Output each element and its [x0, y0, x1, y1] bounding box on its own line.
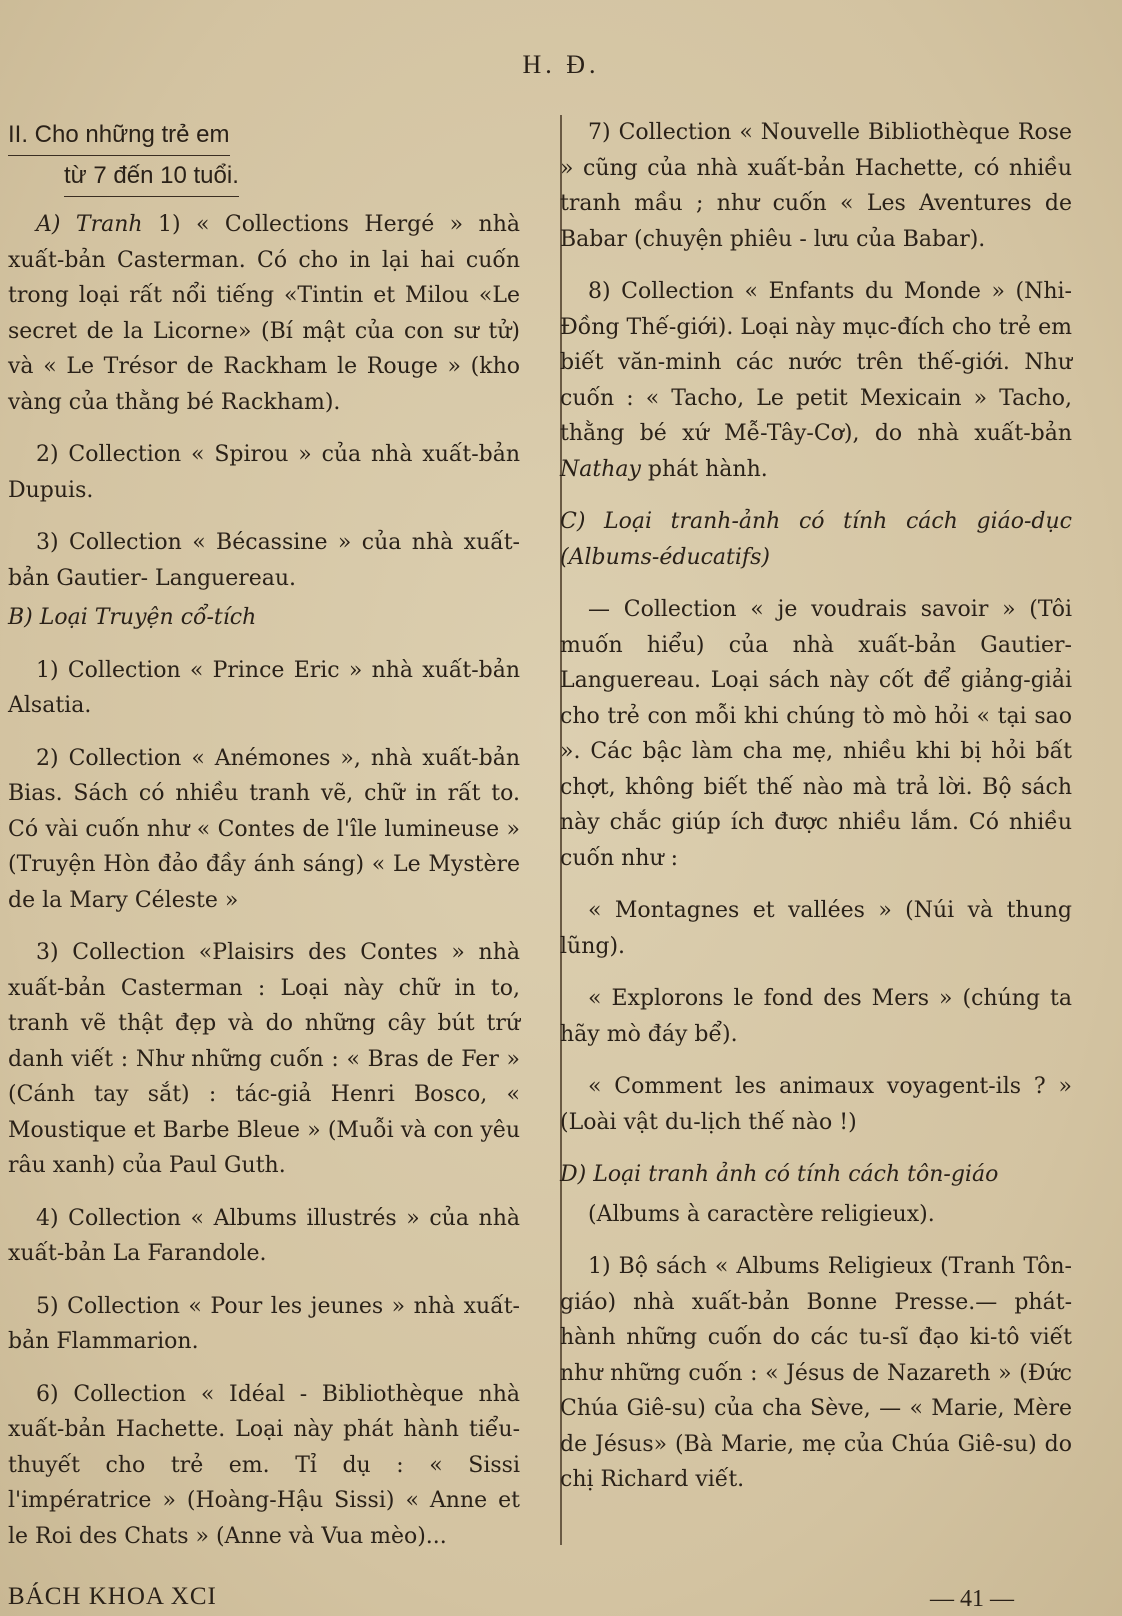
paragraph-c4: « Comment les animaux voyagent-ils ? » (Loài vật du-lịch thế nào !): [560, 1074, 1072, 1135]
paragraph-8-end: phát hành.: [640, 456, 768, 482]
publisher-name: Nathay: [560, 456, 641, 482]
paragraph-d1: 1) Bộ sách « Albums Religieux (Tranh Tôn-giáo) nhà xuất-bản Bonne Presse.— phát-hành những cuốn do các tu-sĩ đạo ki-tô viết như những cuốn : « Jésus de Nazareth » (Đức Chúa Giê-su) của cha Sève, — « Marie, Mère de Jésus» (Bà Marie, mẹ của Chúa Giê-su) do chị Richard viết.: [560, 1254, 1072, 1492]
subheading-b: B) Loại Truyện cổ-tích: [8, 605, 257, 630]
paragraph-a1: [8, 207, 520, 420]
paragraph-b4: 4) Collection « Albums illustrés » của nhà xuất-bản La Farandole.: [8, 1205, 520, 1266]
footer-publication: BÁCH KHOA XCI: [8, 1583, 217, 1610]
paragraph-8-text: 8) Collection « Enfants du Monde » (Nhi-Đồng Thế-giới). Loại này mục-đích cho trẻ em biết văn-minh các nước trên thế-giới. Như cuốn : « Tacho, Le petit Mexicain » Tacho, thằng bé xứ Mễ-Tây-Cơ), do nhà xuất-bản: [560, 279, 1072, 446]
paragraph-a1-text: 1) « Collections Hergé » nhà xuất-bản Casterman. Có cho in lại hai cuốn trong loại rất nổi tiếng «Tintin et Milou «Le secret de la Licorne» (Bí mật của con sư tử) và « Le Trésor de Rackham le Rouge » (kho vàng của thằng bé Rackham).: [8, 212, 521, 415]
section-heading: [8, 115, 520, 197]
subheading-d-subtitle: (Albums à caractère religieux).: [588, 1201, 935, 1227]
paragraph-a2: 2) Collection « Spirou » của nhà xuất-bản Dupuis.: [8, 442, 520, 503]
left-column: [8, 115, 520, 1571]
subheading-a: A) Tranh: [36, 212, 143, 237]
page-number: — 41 —: [930, 1586, 1014, 1612]
paragraph-b5: 5) Collection « Pour les jeunes » nhà xuất-bản Flammarion.: [8, 1293, 520, 1354]
paragraph-c3: « Explorons le fond des Mers » (chúng ta hãy mò đáy bể).: [560, 986, 1072, 1047]
paragraph-7: 7) Collection « Nouvelle Bibliothèque Rose » cũng của nhà xuất-bản Hachette, có nhiều tranh mầu ; như cuốn « Les Aventures de Babar (chuyện phiêu - lưu của Babar).: [560, 120, 1072, 252]
paragraph-b2: 2) Collection « Anémones », nhà xuất-bản Bias. Sách có nhiều tranh vẽ, chữ in rất to. Có vài cuốn như « Contes de l'île lumineuse » (Truyện Hòn đảo đầy ánh sáng) « Le Mystère de la Mary Céleste »: [8, 745, 520, 913]
paragraph-a3: 3) Collection « Bécassine » của nhà xuất-bản Gautier- Languereau.: [8, 530, 520, 591]
page-header: H. Đ.: [522, 50, 600, 79]
section-heading-line-1: II. Cho những trẻ em: [8, 115, 230, 156]
paragraph-c2: « Montagnes et vallées » (Núi và thung lũng).: [560, 898, 1072, 959]
paragraph-b6: 6) Collection « Idéal - Bibliothèque nhà xuất-bản Hachette. Loại này phát hành tiểu-thuyết cho trẻ em. Tỉ dụ : « Sissi l'impératrice » (Hoàng-Hậu Sissi) « Anne et le Roi des Chats » (Anne và Vua mèo)...: [8, 1381, 520, 1549]
paragraph-c1: — Collection « je voudrais savoir » (Tôi muốn hiểu) của nhà xuất-bản Gautier-Languereau. Loại sách này cốt để giảng-giải cho trẻ con mỗi khi chúng tò mò hỏi « tại sao ». Các bậc làm cha mẹ, nhiều khi bị hỏi bất chợt, không biết thế nào mà trả lời. Bộ sách này chắc giúp ích được nhiều lắm. Có nhiều cuốn như :: [560, 597, 1072, 871]
paragraph-b1: 1) Collection « Prince Eric » nhà xuất-bản Alsatia.: [8, 657, 520, 718]
subheading-d: D) Loại tranh ảnh có tính cách tôn-giáo: [560, 1162, 999, 1187]
right-column: [560, 115, 1072, 1515]
paragraph-b3: 3) Collection «Plaisirs des Contes » nhà xuất-bản Casterman : Loại này chữ in to, tranh vẽ thật đẹp và do những cây bút trứ danh viết : Như những cuốn : « Bras de Fer » (Cánh tay sắt) : tác-giả Henri Bosco, « Moustique et Barbe Bleue » (Muỗi và con yêu râu xanh) của Paul Guth.: [8, 940, 520, 1178]
subheading-c: C) Loại tranh-ảnh có tính cách giáo-dục (Albums-éducatifs): [560, 509, 1072, 570]
section-heading-line-2: từ 7 đến 10 tuổi.: [64, 156, 239, 197]
paragraph-8: [560, 274, 1072, 487]
